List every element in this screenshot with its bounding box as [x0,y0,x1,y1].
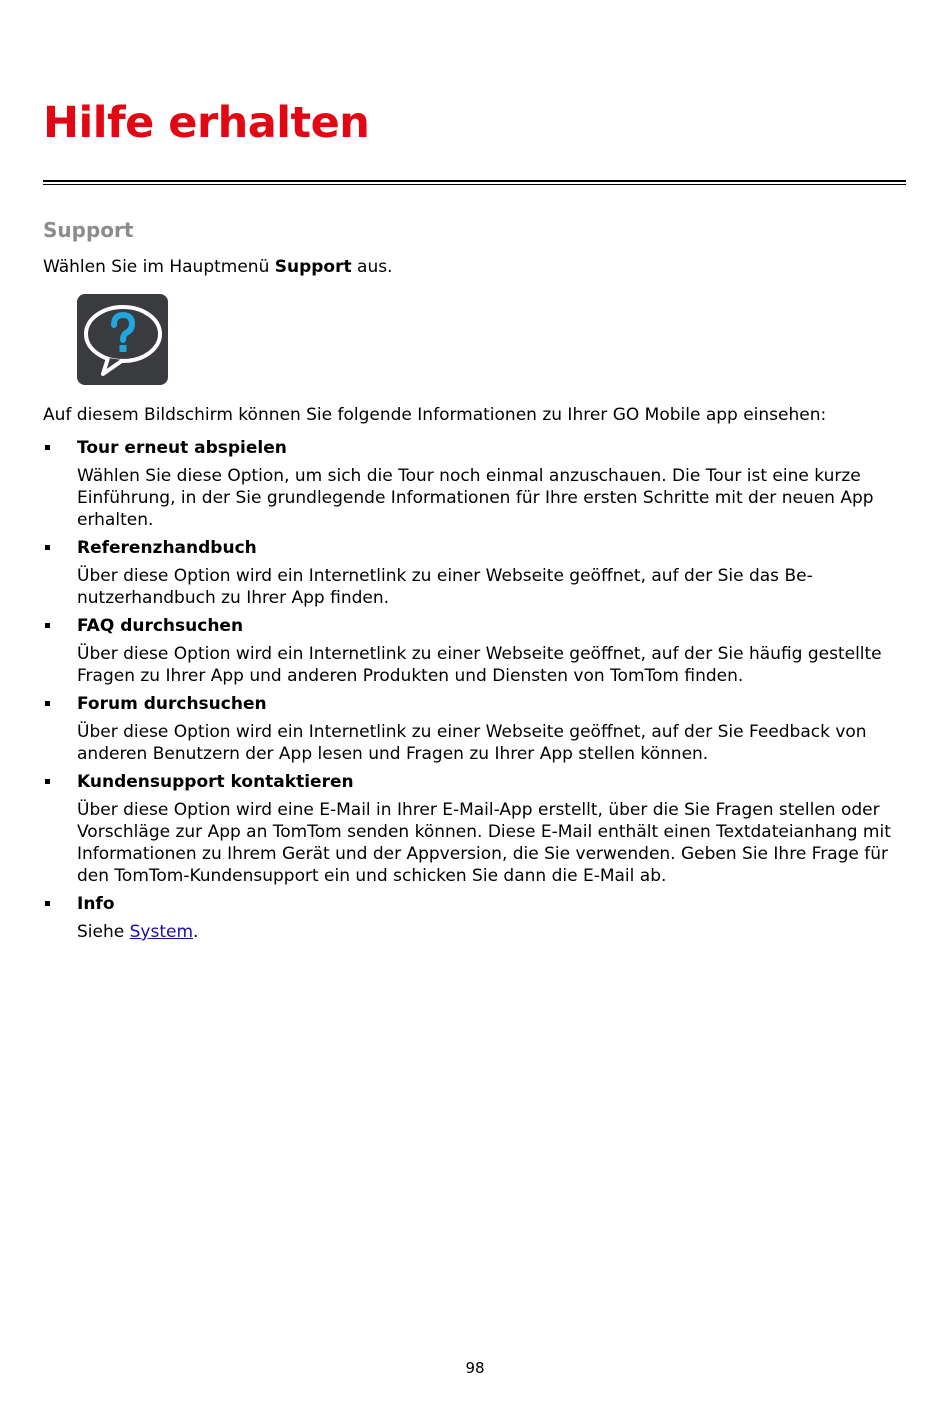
option-description [77,921,903,943]
list-item [43,893,903,943]
description-line: Vorschläge zur App an TomTom senden können. Diese E-Mail enthält einen Textdateianhang mit [77,822,891,842]
description-line: Informationen zu Ihrem Gerät und der Appversion, die Sie verwenden. Geben Sie Ihre Frage für [77,844,889,864]
list-item [43,537,903,609]
description-line: Über diese Option wird ein Internetlink zu einer Webseite geöffnet, auf der Sie das Be- [77,566,813,586]
bullet-marker [45,623,50,628]
description-line: Über diese Option wird eine E-Mail in Ihrer E-Mail-App erstellt, über die Sie Fragen stellen oder [77,800,880,820]
bullet-marker [45,701,50,706]
option-title: Forum durchsuchen [77,694,267,714]
page-number: 98 [465,1359,485,1377]
option-title: Info [77,894,115,914]
bullet-marker [45,545,50,550]
option-title: FAQ durchsuchen [77,616,244,636]
description-line: Wählen Sie diese Option, um sich die Tour noch einmal anzuschauen. Die Tour ist eine kurze [77,466,861,486]
description-line: Fragen zu Ihrer App und anderen Produkten und Diensten von TomTom finden. [77,666,744,686]
see-prefix: Siehe [77,922,130,942]
option-title: Tour erneut abspielen [77,438,287,458]
support-options-list [43,437,903,949]
option-title: Kundensupport kontaktieren [77,772,354,792]
description-line: den TomTom-Kundensupport ein und schicken Sie dann die E-Mail ab. [77,866,667,886]
description-line: Über diese Option wird ein Internetlink zu einer Webseite geöffnet, auf der Sie Feedback von [77,722,867,742]
system-link[interactable]: System [129,922,194,942]
list-item [43,615,903,687]
speech-bubble-question-icon [77,294,168,385]
option-description [77,721,903,765]
description-line: Über diese Option wird ein Internetlink zu einer Webseite geöffnet, auf der Sie häufig gestellte [77,644,882,664]
description-line: Einführung, in der Sie grundlegende Informationen für Ihre ersten Schritte mit der neuen App [77,488,874,508]
intro-suffix: aus. [351,257,393,277]
option-description [77,565,903,609]
option-description [77,465,903,531]
option-title: Referenzhandbuch [77,538,257,558]
intro-text [43,256,392,278]
section-heading-support: Support [43,218,134,242]
bullet-marker [45,445,50,450]
see-suffix: . [193,922,199,942]
list-item [43,693,903,765]
description-line: anderen Benutzern der App lesen und Fragen zu Ihrer App stellen können. [77,744,709,764]
screen-description: Auf diesem Bildschirm können Sie folgende Informationen zu Ihrer GO Mobile app einsehen: [43,405,827,425]
bullet-marker [45,779,50,784]
intro-menu-name: Support [274,257,352,277]
intro-prefix: Wählen Sie im Hauptmenü [43,257,275,277]
description-line: nutzerhandbuch zu Ihrer App finden. [77,588,390,608]
page-title: Hilfe erhalten [43,98,370,148]
description-line: erhalten. [77,510,154,530]
list-item [43,771,903,887]
option-description [77,799,903,887]
bullet-marker [45,901,50,906]
list-item [43,437,903,531]
option-description [77,643,903,687]
title-divider [43,180,906,185]
